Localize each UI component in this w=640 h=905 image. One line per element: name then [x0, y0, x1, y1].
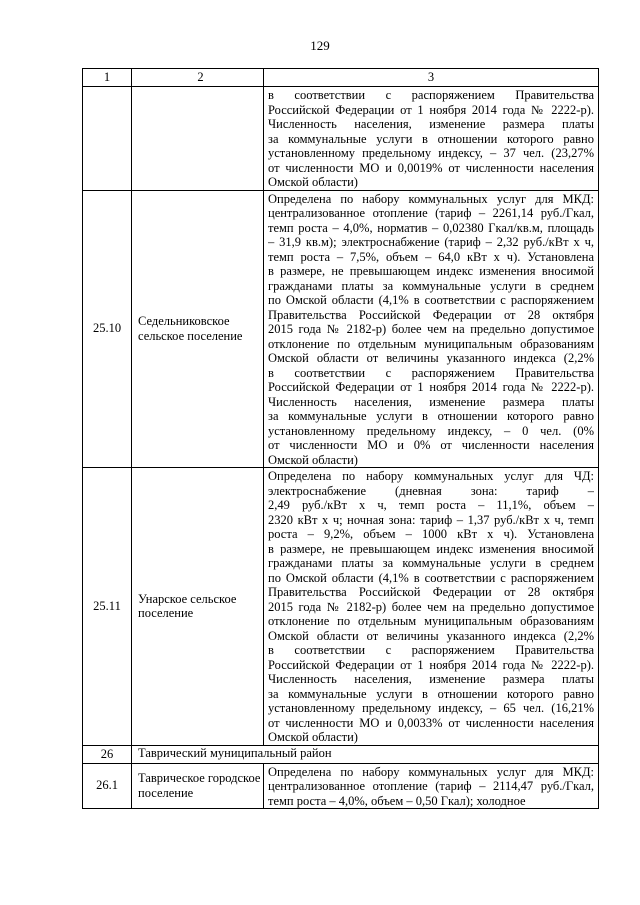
description-line: установленному предельному индексу, – 65 чел. (16,21%	[268, 701, 594, 715]
settlement-name: Таврическое городское поселение	[132, 763, 264, 809]
description-line: в соответствии с распоряжением Правительства	[268, 88, 594, 102]
table-row	[83, 190, 599, 468]
description-line: Численность населения, изменение размера платы	[268, 672, 594, 686]
description-line: Омской области)	[268, 730, 358, 744]
description-line: от численности МО и 0% от численности населения	[268, 438, 594, 452]
description-line: установленному предельному индексу, – 0 чел. (0%	[268, 423, 594, 438]
section-number: 26	[83, 745, 132, 763]
column-header-3: 3	[264, 69, 599, 87]
description-line: Омской области)	[268, 175, 358, 189]
description-line: гражданами платы за коммунальные услуги в среднем	[268, 278, 594, 293]
settlement-name: Седельниковское сельское поселение	[132, 190, 264, 468]
table-header-row	[83, 69, 599, 87]
description-line: Правительства Российской Федерации от 28 октября	[268, 307, 594, 322]
settlement-name: Унарское сельское поселение	[132, 468, 264, 746]
description-line: роста – 9,2%, объем – 1000 кВт х ч). Установлена	[268, 527, 594, 541]
description-line: 2320 кВт х ч; ночная зона: тариф – 1,37 руб./кВт х ч, темп	[268, 512, 594, 527]
description-line: 2,49 руб./кВт х ч, темп роста – 11,1%, объем –	[268, 498, 594, 512]
section-row	[83, 745, 599, 763]
description-line: гражданами платы за коммунальные услуги в среднем	[268, 556, 594, 570]
row-number: 25.10	[83, 190, 132, 468]
description-line: централизованное отопление (тариф – 2261,14 руб./Гкал,	[268, 206, 594, 220]
description-line: Омской области)	[268, 452, 358, 467]
table-row	[83, 87, 599, 191]
description-line: установленному предельному индексу, – 37 чел. (23,27%	[268, 146, 594, 160]
tariff-table	[82, 68, 599, 809]
description-line: Численность населения, изменение размера платы	[268, 117, 594, 131]
description-line: темп роста – 7,5%, объем – 64,0 кВт х ч). Установлена	[268, 249, 594, 264]
section-title: Таврический муниципальный район	[132, 745, 599, 763]
description-line: Российской Федерации от 1 ноября 2014 года № 2222-р).	[268, 657, 594, 672]
description-line: от численности МО и 0,0033% от численности населения	[268, 715, 594, 730]
description-cell	[264, 468, 599, 746]
row-number: 25.11	[83, 468, 132, 746]
description-line: отклонение по отдельным муниципальным образованиям	[268, 336, 594, 351]
description-line: Российской Федерации от 1 ноября 2014 года № 2222-р).	[268, 102, 594, 117]
description-line: в размере, не превышающем индекс изменения вносимой	[268, 541, 594, 556]
description-line: в соответствии с распоряжением Правительства	[268, 365, 594, 380]
description-line: от численности МО и 0,0019% от численности населения	[268, 160, 594, 175]
description-cell	[264, 190, 599, 468]
description-line: электроснабжение (дневная зона: тариф –	[268, 483, 594, 498]
description-line: за коммунальные услуги в отношении которого равно	[268, 409, 594, 423]
row-number: 26.1	[83, 763, 132, 809]
description-line: Правительства Российской Федерации от 28 октября	[268, 585, 594, 599]
settlement-name	[132, 87, 264, 191]
description-line: 2015 года № 2182-р) более чем на предельно допустимое	[268, 599, 594, 614]
description-line: в соответствии с распоряжением Правительства	[268, 643, 594, 657]
description-line: Омской области от величины указанного индекса (2,2%	[268, 351, 594, 365]
description-line: за коммунальные услуги в отношении которого равно	[268, 131, 594, 146]
description-line: Омской области от величины указанного индекса (2,2%	[268, 628, 594, 643]
column-header-1: 1	[83, 69, 132, 87]
description-line: отклонение по отдельным муниципальным образованиям	[268, 614, 594, 628]
description-line: темп роста – 4,0%, норматив – 0,02380 Гкал/кв.м, площадь	[268, 220, 594, 235]
description-line: по Омской области (4,1% в соответствии с распоряжением	[268, 293, 594, 307]
page-number: 129	[310, 38, 330, 53]
description-line: 2015 года № 2182-р) более чем на предельно допустимое	[268, 322, 594, 336]
row-number	[83, 87, 132, 191]
description-line: Определена по набору коммунальных услуг для МКД:	[268, 191, 594, 206]
description-cell	[264, 87, 599, 191]
description-line: Численность населения, изменение размера платы	[268, 394, 594, 409]
description-line: – 31,9 кв.м); электроснабжение (тариф – 2,32 руб./кВт х ч,	[268, 235, 594, 249]
description-line: по Омской области (4,1% в соответствии с распоряжением	[268, 570, 594, 585]
description-line: Российской Федерации от 1 ноября 2014 года № 2222-р).	[268, 380, 594, 394]
column-header-2: 2	[132, 69, 264, 87]
description-line: Определена по набору коммунальных услуг для ЧД:	[268, 469, 594, 483]
table-row	[83, 468, 599, 746]
description-cell	[264, 763, 599, 809]
description-line: в размере, не превышающем индекс изменения вносимой	[268, 264, 594, 278]
table-row	[83, 763, 599, 809]
description-line: за коммунальные услуги в отношении которого равно	[268, 686, 594, 701]
description-line: темп роста – 4,0%, объем – 0,50 Гкал); холодное	[268, 793, 526, 808]
description-line: Определена по набору коммунальных услуг для МКД:	[268, 764, 594, 779]
description-line: централизованное отопление (тариф – 2114,47 руб./Гкал,	[268, 779, 594, 793]
